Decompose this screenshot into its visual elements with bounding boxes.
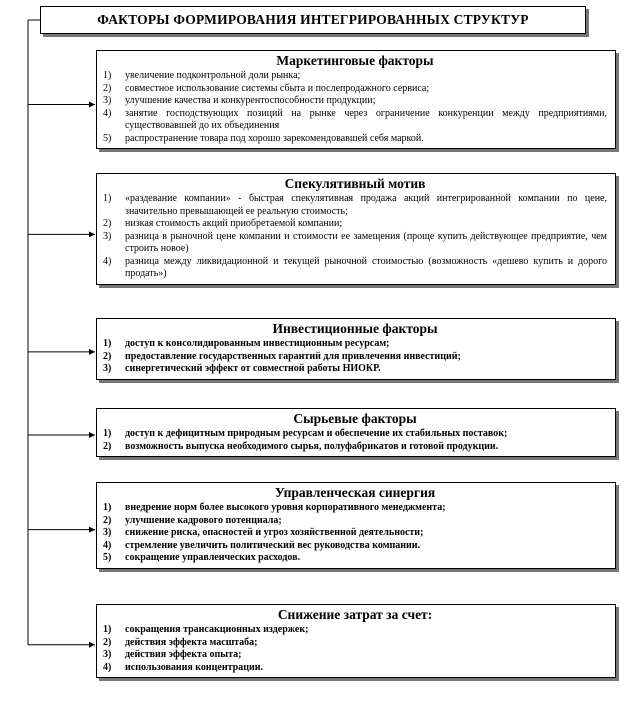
factor-list — [103, 428, 607, 453]
management-synergy-box — [96, 482, 616, 569]
item-number: 2) — [103, 440, 112, 452]
item-text: стремление увеличить политический вес руководства компании. — [125, 539, 421, 551]
list-item — [103, 637, 607, 650]
item-number: 2) — [103, 218, 112, 229]
factor-list — [103, 624, 607, 674]
item-text: совместное использование системы сбыта и послепродажного сервиса; — [125, 82, 430, 94]
item-text: распространение товара под хорошо зарекомендовавшей себя маркой. — [125, 132, 424, 144]
item-text: внедрение норм более высокого уровня корпоративного менеджмента; — [125, 502, 446, 513]
item-text: использования концентрации. — [125, 661, 264, 673]
list-item — [103, 193, 607, 218]
item-text: разница в рыночной цене компании и стоимости ее замещения (проще купить действующее предприятие, чем строить новое) — [125, 230, 607, 254]
item-number: 2) — [103, 636, 112, 648]
item-text: действия эффекта масштаба; — [125, 636, 258, 648]
list-item — [103, 363, 607, 376]
list-item — [103, 83, 607, 96]
item-number: 4) — [103, 539, 112, 551]
list-item — [103, 256, 607, 281]
item-number: 1) — [103, 338, 112, 349]
list-item — [103, 502, 607, 515]
list-item — [103, 70, 607, 83]
box-title: Снижение затрат за счет: — [277, 607, 433, 622]
item-text: действия эффекта опыта; — [125, 649, 242, 660]
item-text: «раздевание компании» - быстрая спекулятивная продажа акций интегрированной компании по цене, значительно превышающей ее реальную стоимость; — [125, 193, 607, 217]
list-item — [103, 662, 607, 675]
item-number: 1) — [103, 502, 112, 513]
box-title: Спекулятивный мотив — [284, 176, 426, 191]
diagram-title: ФАКТОРЫ ФОРМИРОВАНИЯ ИНТЕГРИРОВАННЫХ СТРУКТУР — [40, 6, 586, 34]
factor-list — [103, 193, 607, 281]
speculative-motive-box — [96, 173, 616, 285]
box-title: Инвестиционные факторы — [272, 321, 438, 336]
arrowhead-icon — [89, 432, 95, 438]
factor-list — [103, 70, 607, 145]
item-number: 2) — [103, 82, 112, 94]
list-item — [103, 540, 607, 553]
item-number: 1) — [103, 70, 112, 81]
list-item — [103, 552, 607, 565]
item-text: предоставление государственных гарантий для привлечения инвестиций; — [125, 350, 461, 362]
item-number: 3) — [103, 649, 112, 660]
item-number: 1) — [103, 193, 112, 204]
item-number: 5) — [103, 552, 112, 563]
item-number: 3) — [103, 95, 112, 106]
item-text: улучшение кадрового потенциала; — [125, 514, 282, 526]
arrowhead-icon — [89, 527, 95, 533]
item-text: сокращения трансакционных издержек; — [125, 624, 309, 635]
item-number: 4) — [103, 661, 112, 673]
cost-reduction-box — [96, 604, 616, 678]
list-item — [103, 218, 607, 231]
item-number: 4) — [103, 255, 112, 267]
item-number: 4) — [103, 107, 112, 119]
item-text: доступ к дефицитным природным ресурсам и обеспечение их стабильных поставок; — [125, 428, 508, 439]
list-item — [103, 515, 607, 528]
list-item — [103, 351, 607, 364]
list-item — [103, 338, 607, 351]
list-item — [103, 428, 607, 441]
item-text: улучшение качества и конкурентоспособности продукции; — [125, 95, 376, 106]
investment-factors-box — [96, 318, 616, 380]
item-text: снижение риска, опасностей и угроз хозяйственной деятельности; — [125, 527, 424, 538]
list-item — [103, 527, 607, 540]
item-text: возможность выпуска необходимого сырья, полуфабрикатов и готовой продукции. — [125, 440, 499, 452]
item-text: занятие господствующих позиций на рынке через ограничение конкуренции между предприятиями, существовавшей до их объединения — [125, 107, 607, 131]
factor-list — [103, 502, 607, 565]
arrowhead-icon — [89, 349, 95, 355]
box-title: Сырьевые факторы — [293, 411, 417, 426]
item-number: 2) — [103, 350, 112, 362]
list-item — [103, 441, 607, 454]
box-title: Маркетинговые факторы — [276, 53, 434, 68]
marketing-factors-box — [96, 50, 616, 149]
raw-material-factors-box — [96, 408, 616, 457]
item-text: синергетический эффект от совместной работы НИОКР. — [125, 363, 381, 374]
arrowhead-icon — [89, 231, 95, 237]
box-title: Управленческая синергия — [274, 485, 436, 500]
list-item — [103, 624, 607, 637]
item-number: 1) — [103, 428, 112, 439]
arrowhead-icon — [89, 101, 95, 107]
item-number: 5) — [103, 132, 112, 144]
list-item — [103, 649, 607, 662]
item-text: разница между ликвидационной и текущей рыночной стоимостью (возможность «дешево купить и дорого продать») — [125, 255, 607, 279]
item-number: 3) — [103, 230, 112, 242]
arrowhead-icon — [89, 642, 95, 648]
list-item — [103, 231, 607, 256]
list-item — [103, 133, 607, 146]
factor-list — [103, 338, 607, 376]
item-number: 3) — [103, 363, 112, 374]
item-text: низкая стоимость акций приобретаемой компании; — [125, 218, 343, 229]
item-text: сокращение управленческих расходов. — [125, 552, 301, 563]
list-item — [103, 95, 607, 108]
item-number: 1) — [103, 624, 112, 635]
item-text: доступ к консолидированным инвестиционным ресурсам; — [125, 338, 390, 349]
item-number: 2) — [103, 514, 112, 526]
list-item — [103, 108, 607, 133]
item-number: 3) — [103, 527, 112, 538]
item-text: увеличение подконтрольной доли рынка; — [125, 70, 301, 81]
